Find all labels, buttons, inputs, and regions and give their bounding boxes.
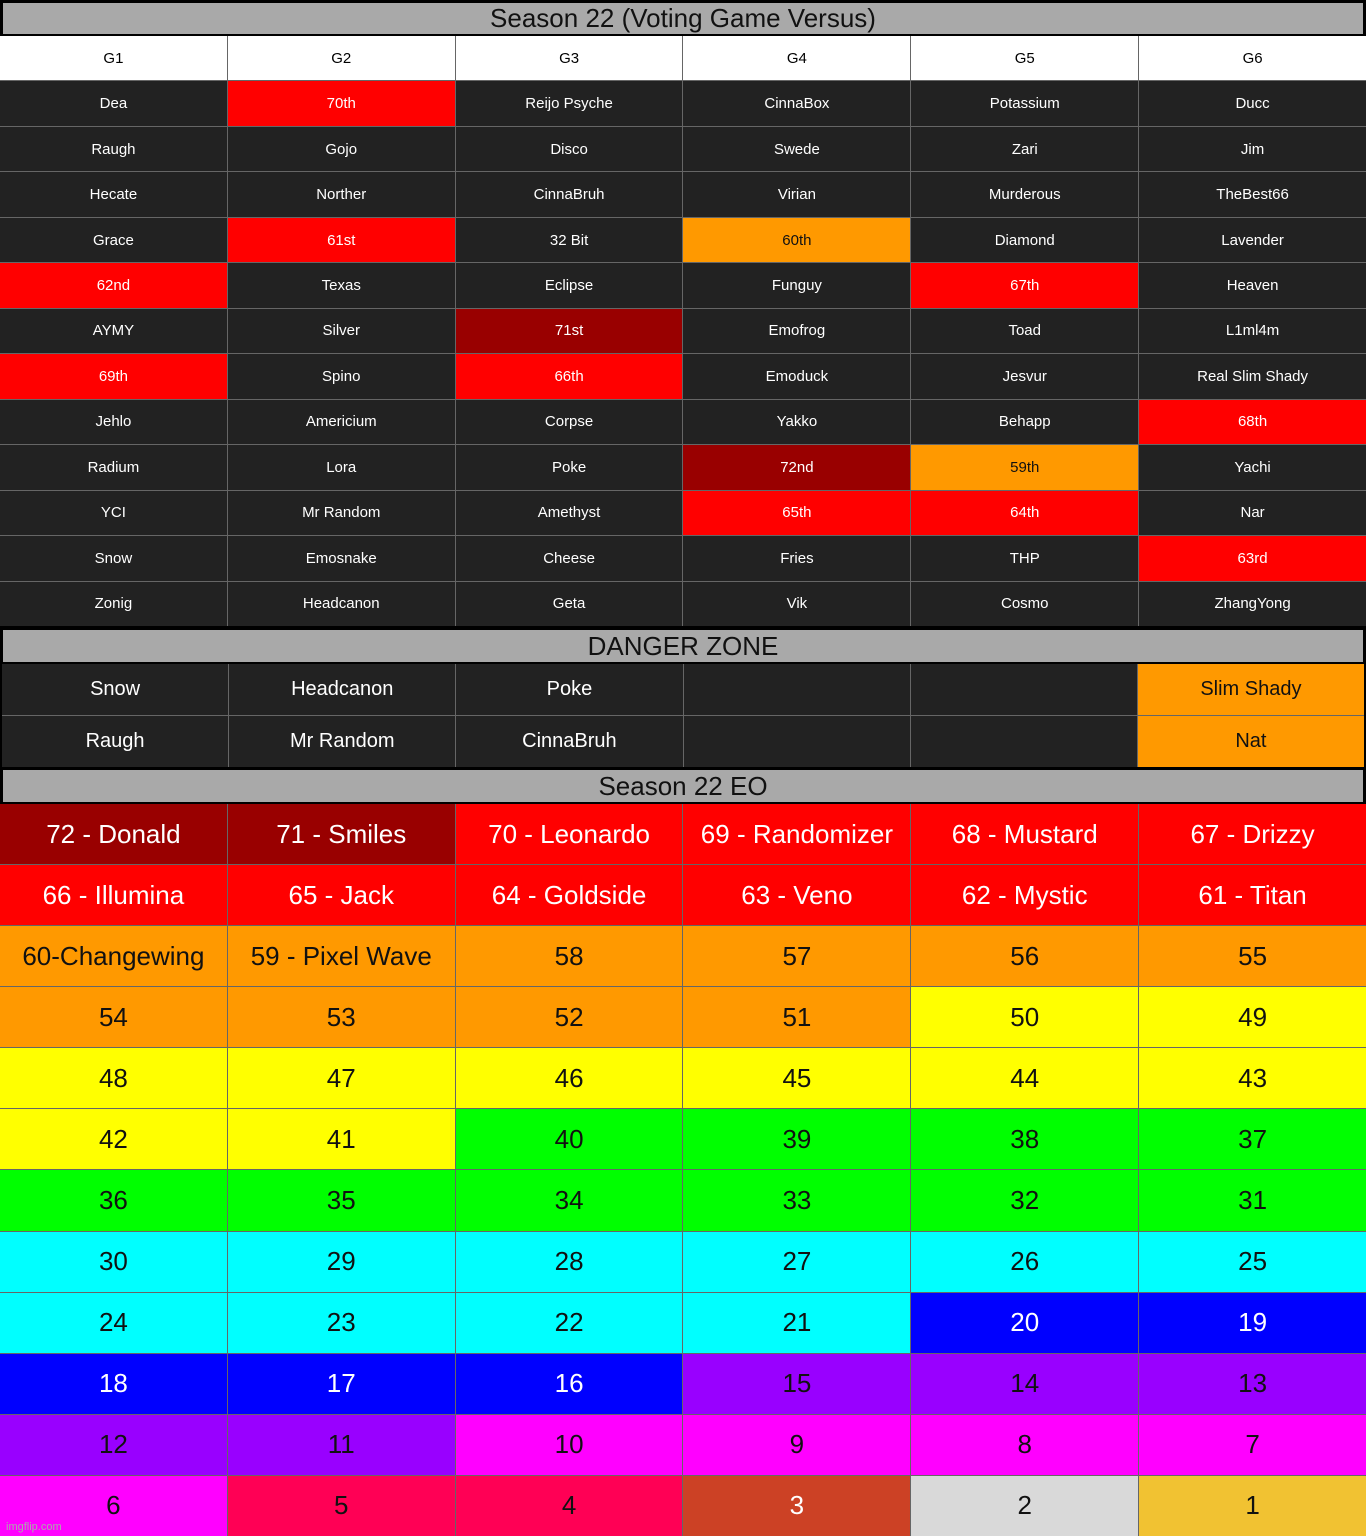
eo-cell: 42	[0, 1109, 227, 1169]
versus-cell: Potassium	[911, 81, 1138, 125]
versus-cell: Jesvur	[911, 354, 1138, 398]
eo-cell: 6	[0, 1476, 227, 1536]
versus-cell: Jehlo	[0, 400, 227, 444]
eo-cell: 10	[456, 1415, 683, 1475]
eo-title: Season 22 EO	[1, 768, 1365, 804]
versus-cell: 32 Bit	[456, 218, 683, 262]
eo-cell: 36	[0, 1170, 227, 1230]
versus-cell: THP	[911, 536, 1138, 580]
eo-cell: 25	[1139, 1232, 1366, 1292]
eo-cell: 16	[456, 1354, 683, 1414]
eo-cell: 3	[683, 1476, 910, 1536]
eo-cell: 61 - Titan	[1139, 865, 1366, 925]
danger-cell: Snow	[2, 664, 228, 715]
eo-cell: 26	[911, 1232, 1138, 1292]
versus-cell: 60th	[683, 218, 910, 262]
eo-cell: 43	[1139, 1048, 1366, 1108]
versus-cell: 66th	[456, 354, 683, 398]
versus-cell: Fries	[683, 536, 910, 580]
column-header: G1	[0, 36, 227, 80]
column-header: G4	[683, 36, 910, 80]
versus-cell: Geta	[456, 582, 683, 626]
versus-cell: CinnaBruh	[456, 172, 683, 216]
versus-cell: 68th	[1139, 400, 1366, 444]
versus-cell: Yachi	[1139, 445, 1366, 489]
eo-cell: 62 - Mystic	[911, 865, 1138, 925]
versus-cell: 69th	[0, 354, 227, 398]
danger-cell: Nat	[1138, 716, 1364, 767]
eo-cell: 52	[456, 987, 683, 1047]
versus-cell: Eclipse	[456, 263, 683, 307]
versus-cell: Hecate	[0, 172, 227, 216]
eo-cell: 24	[0, 1293, 227, 1353]
versus-cell: Texas	[228, 263, 455, 307]
versus-cell: Yakko	[683, 400, 910, 444]
versus-cell: ZhangYong	[1139, 582, 1366, 626]
eo-cell: 7	[1139, 1415, 1366, 1475]
versus-cell: Poke	[456, 445, 683, 489]
versus-cell: Raugh	[0, 127, 227, 171]
eo-cell: 27	[683, 1232, 910, 1292]
danger-cell: Poke	[456, 664, 682, 715]
danger-cell: Raugh	[2, 716, 228, 767]
eo-table	[0, 804, 1366, 1536]
eo-cell: 58	[456, 926, 683, 986]
versus-cell: Dea	[0, 81, 227, 125]
versus-cell: Emosnake	[228, 536, 455, 580]
versus-cell: Cheese	[456, 536, 683, 580]
eo-cell: 1	[1139, 1476, 1366, 1536]
eo-cell: 60-Changewing	[0, 926, 227, 986]
column-header: G3	[456, 36, 683, 80]
eo-cell: 46	[456, 1048, 683, 1108]
versus-cell: Funguy	[683, 263, 910, 307]
eo-cell: 67 - Drizzy	[1139, 804, 1366, 864]
eo-cell: 28	[456, 1232, 683, 1292]
danger-zone-table	[0, 664, 1366, 767]
danger-zone-title: DANGER ZONE	[1, 628, 1365, 664]
versus-cell: Headcanon	[228, 582, 455, 626]
eo-cell: 59 - Pixel Wave	[228, 926, 455, 986]
danger-cell	[684, 664, 910, 715]
versus-cell: 63rd	[1139, 536, 1366, 580]
versus-cell: Ducc	[1139, 81, 1366, 125]
eo-cell: 23	[228, 1293, 455, 1353]
eo-cell: 63 - Veno	[683, 865, 910, 925]
eo-cell: 14	[911, 1354, 1138, 1414]
danger-cell	[911, 716, 1137, 767]
eo-cell: 29	[228, 1232, 455, 1292]
eo-cell: 4	[456, 1476, 683, 1536]
eo-cell: 49	[1139, 987, 1366, 1047]
versus-cell: Corpse	[456, 400, 683, 444]
eo-cell: 51	[683, 987, 910, 1047]
danger-cell: CinnaBruh	[456, 716, 682, 767]
danger-cell: Mr Random	[229, 716, 455, 767]
versus-cell: Real Slim Shady	[1139, 354, 1366, 398]
versus-cell: L1ml4m	[1139, 309, 1366, 353]
versus-cell: Nar	[1139, 491, 1366, 535]
versus-cell: Vik	[683, 582, 910, 626]
eo-cell: 69 - Randomizer	[683, 804, 910, 864]
eo-cell: 71 - Smiles	[228, 804, 455, 864]
versus-cell: AYMY	[0, 309, 227, 353]
eo-cell: 55	[1139, 926, 1366, 986]
versus-cell: Reijo Psyche	[456, 81, 683, 125]
versus-cell: Murderous	[911, 172, 1138, 216]
eo-cell: 48	[0, 1048, 227, 1108]
eo-cell: 72 - Donald	[0, 804, 227, 864]
eo-cell: 34	[456, 1170, 683, 1230]
versus-cell: Mr Random	[228, 491, 455, 535]
eo-cell: 19	[1139, 1293, 1366, 1353]
eo-cell: 39	[683, 1109, 910, 1169]
versus-cell: Disco	[456, 127, 683, 171]
eo-cell: 12	[0, 1415, 227, 1475]
versus-table	[0, 36, 1366, 626]
eo-cell: 38	[911, 1109, 1138, 1169]
versus-cell: Americium	[228, 400, 455, 444]
eo-cell: 30	[0, 1232, 227, 1292]
danger-cell	[684, 716, 910, 767]
eo-cell: 44	[911, 1048, 1138, 1108]
eo-cell: 57	[683, 926, 910, 986]
eo-cell: 37	[1139, 1109, 1366, 1169]
eo-cell: 15	[683, 1354, 910, 1414]
eo-cell: 8	[911, 1415, 1138, 1475]
versus-cell: Snow	[0, 536, 227, 580]
versus-cell: Behapp	[911, 400, 1138, 444]
versus-cell: Zari	[911, 127, 1138, 171]
versus-cell: Gojo	[228, 127, 455, 171]
eo-cell: 68 - Mustard	[911, 804, 1138, 864]
eo-cell: 5	[228, 1476, 455, 1536]
danger-cell: Slim Shady	[1138, 664, 1364, 715]
eo-cell: 40	[456, 1109, 683, 1169]
versus-cell: 59th	[911, 445, 1138, 489]
versus-cell: 64th	[911, 491, 1138, 535]
eo-cell: 53	[228, 987, 455, 1047]
versus-cell: 71st	[456, 309, 683, 353]
eo-cell: 31	[1139, 1170, 1366, 1230]
eo-cell: 50	[911, 987, 1138, 1047]
eo-cell: 32	[911, 1170, 1138, 1230]
eo-cell: 41	[228, 1109, 455, 1169]
versus-cell: 72nd	[683, 445, 910, 489]
eo-cell: 66 - Illumina	[0, 865, 227, 925]
versus-cell: Emoduck	[683, 354, 910, 398]
eo-cell: 47	[228, 1048, 455, 1108]
versus-cell: 61st	[228, 218, 455, 262]
versus-cell: 70th	[228, 81, 455, 125]
column-header: G2	[228, 36, 455, 80]
eo-cell: 70 - Leonardo	[456, 804, 683, 864]
versus-cell: Norther	[228, 172, 455, 216]
eo-cell: 45	[683, 1048, 910, 1108]
eo-cell: 54	[0, 987, 227, 1047]
versus-cell: Amethyst	[456, 491, 683, 535]
page-title: Season 22 (Voting Game Versus)	[1, 1, 1365, 36]
eo-cell: 2	[911, 1476, 1138, 1536]
eo-cell: 20	[911, 1293, 1138, 1353]
watermark: imgflip.com	[6, 1521, 62, 1533]
eo-cell: 9	[683, 1415, 910, 1475]
versus-cell: Lora	[228, 445, 455, 489]
versus-cell: Jim	[1139, 127, 1366, 171]
danger-cell: Headcanon	[229, 664, 455, 715]
eo-cell: 64 - Goldside	[456, 865, 683, 925]
versus-cell: 65th	[683, 491, 910, 535]
versus-cell: Radium	[0, 445, 227, 489]
versus-cell: Toad	[911, 309, 1138, 353]
versus-cell: Spino	[228, 354, 455, 398]
eo-cell: 35	[228, 1170, 455, 1230]
versus-cell: Swede	[683, 127, 910, 171]
versus-cell: TheBest66	[1139, 172, 1366, 216]
eo-cell: 56	[911, 926, 1138, 986]
column-header: G6	[1139, 36, 1366, 80]
versus-cell: Grace	[0, 218, 227, 262]
versus-cell: Cosmo	[911, 582, 1138, 626]
eo-cell: 13	[1139, 1354, 1366, 1414]
versus-cell: 62nd	[0, 263, 227, 307]
eo-cell: 18	[0, 1354, 227, 1414]
versus-cell: CinnaBox	[683, 81, 910, 125]
versus-cell: Virian	[683, 172, 910, 216]
versus-cell: Lavender	[1139, 218, 1366, 262]
eo-cell: 22	[456, 1293, 683, 1353]
versus-cell: YCI	[0, 491, 227, 535]
eo-cell: 21	[683, 1293, 910, 1353]
eo-cell: 65 - Jack	[228, 865, 455, 925]
versus-cell: Diamond	[911, 218, 1138, 262]
versus-cell: Silver	[228, 309, 455, 353]
eo-cell: 17	[228, 1354, 455, 1414]
versus-cell: Heaven	[1139, 263, 1366, 307]
danger-cell	[911, 664, 1137, 715]
versus-cell: 67th	[911, 263, 1138, 307]
versus-cell: Emofrog	[683, 309, 910, 353]
eo-cell: 11	[228, 1415, 455, 1475]
eo-cell: 33	[683, 1170, 910, 1230]
column-header: G5	[911, 36, 1138, 80]
versus-cell: Zonig	[0, 582, 227, 626]
